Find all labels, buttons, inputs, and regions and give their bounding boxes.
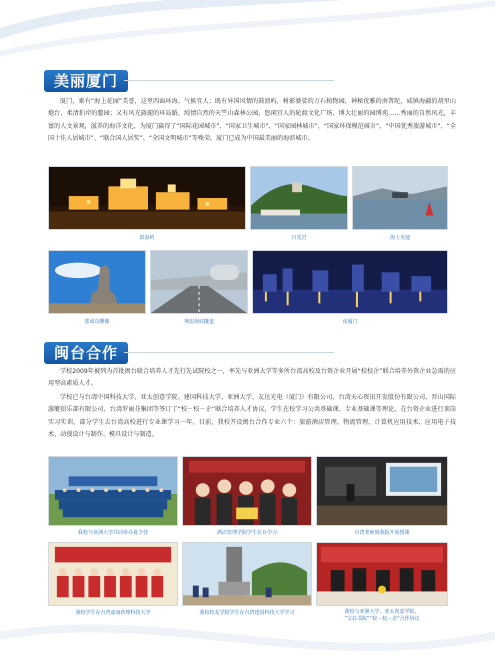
photo-caption: 台湾老师到我院开展授课 <box>354 530 410 536</box>
sunlight-rock-photo <box>250 166 348 230</box>
agreement-signing-photo <box>316 542 448 606</box>
photo-caption: 酒店管理学院学生在台学习 <box>216 530 277 536</box>
photo-caption: 翔安海底隧道 <box>183 319 214 325</box>
xiangan-tunnel-photo <box>150 250 248 314</box>
hotel-students-photo <box>182 456 312 526</box>
photo-caption: 夜厦门 <box>342 319 358 325</box>
lecture-hall-photo <box>316 456 448 526</box>
xiamen-intro-paragraph: 厦门，素有“海上花园”美誉，这里四面环海、气候宜人；既有异国风情的鼓浪屿，树影婆娑的万石植物园，神秘优雅的南普陀，威镇海疆的胡里山炮台，柔清拍岸的鳌园；又有风光旖旎的环岛路，纯情自然的天竺山森林公园，悠闲宜人的轮渡文化广场，博大壮丽的园博苑……秀丽的自然风光，丰富的人文景观，滋养的海洋文化，为厦门赢得了“国际花园城市”、“国家卫生城市”、“国家园林城市”、“国家环保模范城市”、“中国优秀旅游城市”、“全国十佳人居城市”、“联合国人居奖”、“全国文明城市”等殊荣，厦门已成为中国最美丽的海滨城市。 <box>48 98 456 143</box>
photo-caption: 我校与亚洲大学共同举办夏令营 <box>77 530 148 536</box>
chianan-university-photo <box>48 542 178 606</box>
photo-caption: 我校与亚洲大学、亚太创意学院、 “宝岛书院”“校－校－企”合作协议 <box>344 609 420 622</box>
chienkuo-campus-photo <box>182 542 312 606</box>
section-divider <box>124 80 334 81</box>
photo-caption: 日光岩 <box>291 235 307 241</box>
section-header-beautiful-xiamen <box>44 70 334 92</box>
section-divider <box>124 352 334 353</box>
gulangyu-night-photo <box>48 166 246 230</box>
section-header-fujian-taiwan-cooperation <box>44 342 334 364</box>
photo-caption: 我校学生在台湾嘉南药理科技大学 <box>75 610 151 616</box>
cooperation-paragraph-2: 学校已与台湾中国科技大学、亚太创意学院、建国科技大学、亚洲大学、友达光电（厦门）有限公司、台湾天心资讯开发股份有限公司、晋山国际游艇俱乐部有限公司、台湾罗丽芬集团等签订了“校－校－企”联合培养人才协议，学生在校学习公共基础课、专业基础课等理论，在台资企业进行顶岗实习实训，部分学生去台湾高校进行专业课学习一年。目前，我校开设闽台合作专业六个：旅游酒店管理、物流管理、计算机应用技术、应用电子技术、动漫设计与制作、模具设计与制造。 <box>48 394 456 439</box>
photo-caption: 郑成功雕像 <box>84 319 110 325</box>
zheng-chenggong-statue-photo <box>48 250 146 314</box>
section-title: 闽台合作 <box>44 342 128 364</box>
section-title: 美丽厦门 <box>44 70 128 92</box>
xiamen-night-photo <box>252 250 448 314</box>
cooperation-paragraph-1: 学校2009年被列为首批闽台联合培养人才先行先试院校之一，率先与亚洲大学等多所台湾高校及台资企业开展“校校企”联合培养外资企业急需的应用型高素质人才。 <box>48 368 456 388</box>
summer-camp-group-photo <box>48 456 178 526</box>
photo-caption: 我校校友学院学生在台湾建国科技大学学习 <box>199 610 295 616</box>
photo-caption: 海上交通 <box>389 235 410 241</box>
sea-transport-photo <box>352 166 448 230</box>
photo-caption: 鼓浪屿 <box>139 235 155 241</box>
